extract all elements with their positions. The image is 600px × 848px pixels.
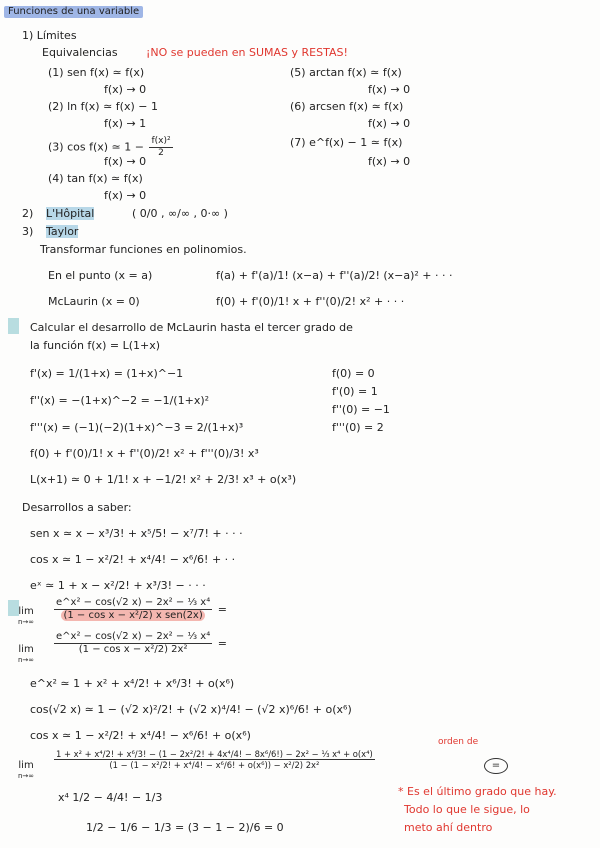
equiv-1-cond: f(x) → 0 xyxy=(104,83,147,96)
mclaurin-general: f(0) + f'(0)/1! x + f''(0)/2! x² + f'''(0)/3! x³ xyxy=(30,447,259,460)
expansion-cos-sqrt2x: cos(√2 x) ≃ 1 − (√2 x)²/2! + (√2 x)⁴/4! − (√2 x)⁶/6! + o(x⁶) xyxy=(30,703,352,716)
equivalencias-warning: ¡NO se pueden en SUMAS y RESTAS! xyxy=(146,46,348,59)
equiv-3-num: f(x)² xyxy=(151,136,171,146)
limit-1-numerator: e^x² − cos(√2 x) − 2x² − ⅓ x⁴ xyxy=(56,597,211,608)
limit-2-operator xyxy=(18,644,34,664)
hopital-label xyxy=(46,208,94,219)
limit-3 xyxy=(52,750,377,770)
taylor-punto-formula: f(a) + f'(a)/1! (x−a) + f''(a)/2! (x−a)² + · · · xyxy=(216,269,453,282)
limit-1-word: lim xyxy=(18,606,34,617)
hopital-forms: ( 0/0 , ∞/∞ , 0·∞ ) xyxy=(132,207,228,220)
limit-1-den-text: (1 − cos x − x²/2) x sen(2x) xyxy=(63,610,203,621)
expansion-cos-x: cos x ≃ 1 − x²/2! + x⁴/4! − x⁶/6! + o(x⁶) xyxy=(30,729,251,742)
derivative-1: f'(x) = 1/(1+x) = (1+x)^−1 xyxy=(30,367,184,380)
final-result: 1/2 − 1/6 − 1/3 = (3 − 1 − 2)/6 = 0 xyxy=(86,821,284,834)
derivative-3: f'''(x) = (−1)(−2)(1+x)^−3 = 2/(1+x)³ xyxy=(30,421,244,434)
derivative-2: f''(x) = −(1+x)^−2 = −1/(1+x)² xyxy=(30,394,210,407)
equivalencias-label: Equivalencias xyxy=(42,46,118,59)
taylor-punto-label: En el punto (x = a) xyxy=(48,269,153,282)
hopital-number: 2) xyxy=(22,207,34,220)
note-line-2: Todo lo que le sigue, lo xyxy=(404,803,530,816)
desarrollo-cos: cos x ≃ 1 − x²/2! + x⁴/4! − x⁶/6! + · · xyxy=(30,553,236,566)
desarrollo-exp: eˣ ≃ 1 + x − x²/2! + x³/3! − · · · xyxy=(30,579,206,592)
expansion-exp-x2: e^x² ≃ 1 + x² + x⁴/2! + x⁶/3! + o(x⁶) xyxy=(30,677,235,690)
equiv-2-cond: f(x) → 1 xyxy=(104,117,147,130)
equals-circle: = xyxy=(484,758,508,774)
hopital-label-text: L'Hôpital xyxy=(46,207,95,220)
limit-2 xyxy=(52,632,227,655)
taylor-description: Transformar funciones en polinomios. xyxy=(40,243,247,256)
limit-1-sub: n→∞ xyxy=(18,618,35,626)
taylor-label-text: Taylor xyxy=(46,225,79,238)
limit-2-numerator: e^x² − cos(√2 x) − 2x² − ⅓ x⁴ xyxy=(56,631,211,642)
orden-note: orden de xyxy=(438,737,479,747)
limit-2-sub: n→∞ xyxy=(18,656,35,664)
limit-3-sub: n→∞ xyxy=(18,772,35,780)
taylor-number: 3) xyxy=(22,225,34,238)
limit-2-denominator: (1 − cos x − x²/2) 2x² xyxy=(78,644,188,655)
limit-1-denominator xyxy=(54,610,212,621)
equiv-6-cond: f(x) → 0 xyxy=(368,117,411,130)
note-line-3: meto ahí dentro xyxy=(404,821,493,834)
equiv-3-den: 2 xyxy=(158,148,164,158)
equiv-4-cond: f(x) → 0 xyxy=(104,189,147,202)
limit-1 xyxy=(52,598,227,621)
page-title: Funciones de una variable xyxy=(4,6,143,18)
section-limites-heading: 1) Límites xyxy=(22,29,77,42)
limit-3-denominator: (1 − (1 − x²/2! + x⁴/4! − x⁶/6! + o(x⁶)) − x²/2) 2x² xyxy=(109,760,320,771)
equiv-3-fraction xyxy=(149,137,172,158)
mclaurin-label: McLaurin (x = 0) xyxy=(48,295,140,308)
mclaurin-formula: f(0) + f'(0)/1! x + f''(0)/2! x² + · · · xyxy=(216,295,405,308)
exercise-marker xyxy=(8,318,19,334)
equiv-5-cond: f(x) → 0 xyxy=(368,83,411,96)
limit-3-numerator: 1 + x² + x⁴/2! + x⁶/3! − (1 − 2x²/2! + 4x⁴/4! − 8x⁶/6!) − 2x² − ⅓ x⁴ + o(x⁴) xyxy=(56,749,373,759)
exercise1-statement-1: Calcular el desarrollo de McLaurin hasta el tercer grado de xyxy=(30,321,353,334)
value-f3: f'''(0) = 2 xyxy=(332,421,384,434)
taylor-label xyxy=(46,226,78,237)
equiv-7: (7) e^f(x) − 1 ≃ f(x) xyxy=(290,136,403,149)
equiv-1: (1) sen f(x) ≃ f(x) xyxy=(48,66,145,79)
limit-1-operator xyxy=(18,606,34,626)
value-f2: f''(0) = −1 xyxy=(332,403,390,416)
x4-coefficient: x⁴ 1/2 − 4/4! − 1/3 xyxy=(58,791,163,804)
equiv-5: (5) arctan f(x) ≃ f(x) xyxy=(290,66,402,79)
exercise1-statement-2: la función f(x) = L(1+x) xyxy=(30,339,161,352)
limit-2-word: lim xyxy=(18,644,34,655)
desarrollo-sen: sen x ≃ x − x³/3! + x⁵/5! − x⁷/7! + · · · xyxy=(30,527,243,540)
equiv-3-lhs: (3) cos f(x) ≃ 1 − xyxy=(48,140,144,154)
limit-3-operator xyxy=(18,760,34,780)
equals-sign: = xyxy=(217,637,227,650)
equiv-6: (6) arcsen f(x) ≃ f(x) xyxy=(290,100,404,113)
equiv-4: (4) tan f(x) ≃ f(x) xyxy=(48,172,143,185)
equiv-7-cond: f(x) → 0 xyxy=(368,155,411,168)
mclaurin-result: L(x+1) ≃ 0 + 1/1! x + −1/2! x² + 2/3! x³ + o(x³) xyxy=(30,473,297,486)
equiv-2: (2) ln f(x) ≃ f(x) − 1 xyxy=(48,100,158,113)
equiv-3-cond: f(x) → 0 xyxy=(104,155,147,168)
limit-3-word: lim xyxy=(18,760,34,771)
value-f1: f'(0) = 1 xyxy=(332,385,378,398)
equals-sign: = xyxy=(217,603,227,616)
value-f0: f(0) = 0 xyxy=(332,367,375,380)
note-line-1: * Es el último grado que hay. xyxy=(398,785,557,798)
desarrollos-heading: Desarrollos a saber: xyxy=(22,501,132,514)
